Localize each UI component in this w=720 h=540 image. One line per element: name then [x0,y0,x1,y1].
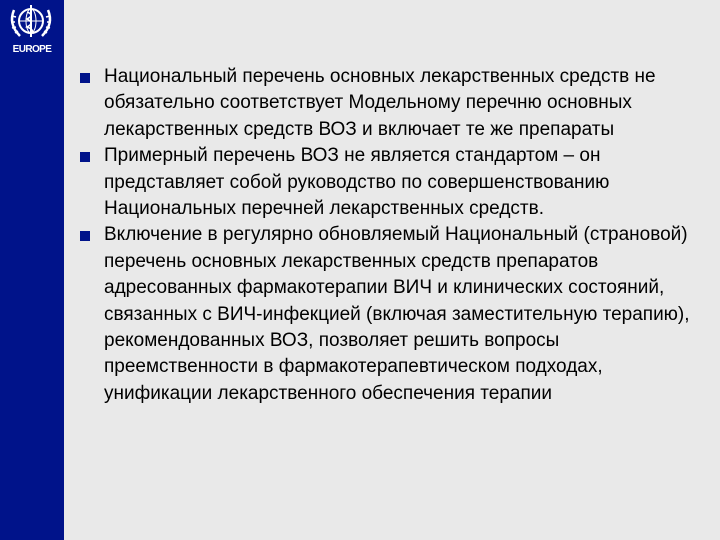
bullet-item [80,143,700,222]
bullet-item [80,64,700,143]
org-label: EUROPE [12,44,52,55]
bullet-text: Национальный перечень основных лекарственных средств не обязательно соответствует Модельному перечню основных лекарственных средств ВОЗ и включает те же препараты [104,66,656,140]
who-emblem-icon [4,2,58,42]
sidebar-band [0,0,64,540]
square-bullet-icon [80,152,90,162]
bullet-list [80,64,700,407]
bullet-item [80,222,700,407]
slide-content [80,64,700,407]
bullet-text: Примерный перечень ВОЗ не является стандартом – он представляет собой руководство по совершенствованию Национальных перечней лекарственных средств. [104,145,610,220]
bullet-text: Включение в регулярно обновляемый Национальный (страновой) перечень основных лекарственных средств препаратов адресованных фармакотерапии ВИЧ и клинических состояний, связанных с ВИЧ‑инфекцией (включая заместительную терапию), рекомендованных ВОЗ, позволяет решить вопросы преемственности в фармакотерапевтическом подходах, унификации лекарственного обеспечения терапии [104,224,690,404]
square-bullet-icon [80,73,90,83]
square-bullet-icon [80,231,90,241]
